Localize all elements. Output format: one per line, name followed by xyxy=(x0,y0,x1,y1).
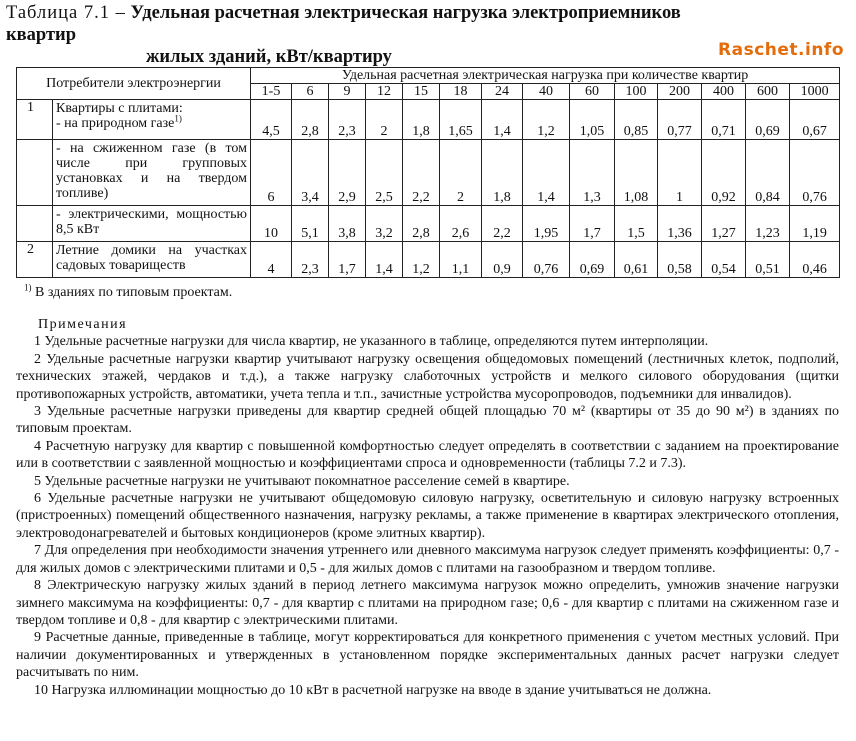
consumer-label xyxy=(53,242,251,278)
value-cell: 0,85 xyxy=(615,100,658,140)
consumer-label xyxy=(53,140,251,206)
value-cell: 3,2 xyxy=(366,206,403,242)
footnote-ref: 1) xyxy=(174,113,182,124)
value-cell: 1,1 xyxy=(440,242,482,278)
notes-heading: Примечания xyxy=(38,317,128,332)
value-cell: 0,69 xyxy=(570,242,615,278)
value-cell: 6 xyxy=(251,140,292,206)
consumer-label-text: - электрическими, мощностью 8,5 кВт xyxy=(56,207,247,237)
value-cell: 2,9 xyxy=(329,140,366,206)
count-header-cell: 40 xyxy=(523,84,570,100)
count-header-cell: 24 xyxy=(482,84,523,100)
title-line-2: жилых зданий, кВт/квартиру xyxy=(146,47,392,67)
load-header: Удельная расчетная электрическая нагрузка при количестве квартир xyxy=(251,68,840,84)
value-cell: 1,36 xyxy=(658,206,702,242)
value-cell: 1,4 xyxy=(482,100,523,140)
value-cell: 0,51 xyxy=(746,242,790,278)
note-item: 6 Удельные расчетные нагрузки не учитывают общедомовую силовую нагрузку, осветительную и силовую нагрузку встроенных (пристроенных) помещений общественного назначения, нагрузку рекламы, а также применение в квартирах электрического отопления, электроводонагревателей и бытовых кондиционеров (кроме элитных квартир). xyxy=(16,491,839,541)
table-row xyxy=(17,242,840,278)
value-cell: 1 xyxy=(658,140,702,206)
value-cell: 1,7 xyxy=(570,206,615,242)
value-cell: 1,4 xyxy=(523,140,570,206)
value-cell: 2,5 xyxy=(366,140,403,206)
value-cell: 2,2 xyxy=(403,140,440,206)
row-index xyxy=(17,206,53,242)
value-cell: 1,23 xyxy=(746,206,790,242)
consumer-label xyxy=(53,100,251,140)
count-header-cell: 100 xyxy=(615,84,658,100)
value-cell: 0,71 xyxy=(702,100,746,140)
value-cell: 0,46 xyxy=(790,242,840,278)
value-cell: 0,84 xyxy=(746,140,790,206)
consumer-label-text: Летние домики на участках садовых товариществ xyxy=(56,243,247,273)
value-cell: 1,08 xyxy=(615,140,658,206)
value-cell: 1,05 xyxy=(570,100,615,140)
title-line-1: Удельная расчетная электрическая нагрузка электроприемников квартир xyxy=(6,3,681,45)
note-item: 3 Удельные расчетные нагрузки приведены для квартир средней общей площадью 70 м² (квартиры от 35 до 90 м²) в зданиях по типовым проектам. xyxy=(16,404,839,437)
value-cell: 1,65 xyxy=(440,100,482,140)
value-cell: 1,2 xyxy=(403,242,440,278)
value-cell: 2,3 xyxy=(329,100,366,140)
value-cell: 3,8 xyxy=(329,206,366,242)
value-cell: 4 xyxy=(251,242,292,278)
value-cell: 1,27 xyxy=(702,206,746,242)
site-watermark: Raschet.info xyxy=(718,40,844,60)
table-footnote xyxy=(24,282,233,301)
value-cell: 1,4 xyxy=(366,242,403,278)
value-cell: 0,92 xyxy=(702,140,746,206)
value-cell: 2 xyxy=(440,140,482,206)
note-item: 10 Нагрузка иллюминации мощностью до 10 кВт в расчетной нагрузке на вводе в здание учитываться не должна. xyxy=(34,682,712,698)
count-header-cell: 1-5 xyxy=(251,84,292,100)
consumer-label-text: Квартиры с плитами: xyxy=(56,101,183,116)
count-header-cell: 6 xyxy=(292,84,329,100)
count-header-cell: 400 xyxy=(702,84,746,100)
value-cell: 3,4 xyxy=(292,140,329,206)
note-item: 1 Удельные расчетные нагрузки для числа квартир, не указанного в таблице, определяются путем интерполяции. xyxy=(34,334,709,350)
row-index xyxy=(17,140,53,206)
consumer-label xyxy=(53,206,251,242)
footnote-marker: 1) xyxy=(24,282,32,293)
row-index: 1 xyxy=(17,100,53,140)
value-cell: 1,19 xyxy=(790,206,840,242)
value-cell: 0,76 xyxy=(790,140,840,206)
count-header-cell: 1000 xyxy=(790,84,840,100)
count-header-cell: 600 xyxy=(746,84,790,100)
consumer-sublabel: - на природном газе xyxy=(56,116,175,131)
value-cell: 1,8 xyxy=(403,100,440,140)
table-row xyxy=(17,140,840,206)
count-header-cell: 12 xyxy=(366,84,403,100)
load-table xyxy=(16,67,840,278)
note-item: 8 Электрическую нагрузку жилых зданий в период летнего максимума нагрузок можно определить, умножив значение нагрузки зимнего максимума на коэффициенты: 0,7 - для квартир с плитами на природном газе; 0,6 - для квартир с плитами на сжиженном газе и твердом топливе и 0,8 - для квартир с электрическими плитами. xyxy=(16,578,839,628)
consumer-label-text: - на сжиженном газе (в том числе при групповых установках и на твердом топливе) xyxy=(56,141,247,201)
table-title xyxy=(6,2,706,68)
consumers-header: Потребители электроэнергии xyxy=(17,68,251,100)
row-index: 2 xyxy=(17,242,53,278)
value-cell: 0,69 xyxy=(746,100,790,140)
value-cell: 2,8 xyxy=(292,100,329,140)
value-cell: 1,2 xyxy=(523,100,570,140)
value-cell: 0,76 xyxy=(523,242,570,278)
count-header-cell: 18 xyxy=(440,84,482,100)
count-header-cell: 15 xyxy=(403,84,440,100)
count-header-cell: 60 xyxy=(570,84,615,100)
value-cell: 1,5 xyxy=(615,206,658,242)
note-item: 4 Расчетную нагрузку для квартир с повышенной комфортностью следует определять в соответствии с заданием на проектирование или в соответствии с заявленной мощностью и коэффициентами спроса и одновременности (таблицы 7.2 и 7.3). xyxy=(16,438,839,472)
table-number: Таблица 7.1 – xyxy=(6,3,126,23)
note-item: 5 Удельные расчетные нагрузки не учитывают покомнатное расселение семей в квартире. xyxy=(34,473,570,489)
value-cell: 1,8 xyxy=(482,140,523,206)
value-cell: 0,54 xyxy=(702,242,746,278)
value-cell: 2,6 xyxy=(440,206,482,242)
value-cell: 2,3 xyxy=(292,242,329,278)
notes-section xyxy=(16,316,839,699)
note-item: 7 Для определения при необходимости значения утреннего или дневного максимума нагрузок следует применять коэффициенты: 0,7 - для жилых домов с электрическими плитами и 0,5 - для жилых домов с плитами на газообразном и твердом топливе. xyxy=(16,543,839,576)
table-row xyxy=(17,100,840,140)
value-cell: 0,77 xyxy=(658,100,702,140)
value-cell: 2,8 xyxy=(403,206,440,242)
value-cell: 5,1 xyxy=(292,206,329,242)
note-item: 9 Расчетные данные, приведенные в таблице, могут корректироваться для конкретного применения с учетом местных условий. При наличии документированных и утвержденных в установленном порядке экспериментальных данных расчет нагрузки следует расчитывать по ним. xyxy=(16,630,839,681)
value-cell: 4,5 xyxy=(251,100,292,140)
footnote-text: В зданиях по типовым проектам. xyxy=(31,285,233,300)
value-cell: 0,67 xyxy=(790,100,840,140)
count-header-cell: 200 xyxy=(658,84,702,100)
table-row xyxy=(17,206,840,242)
value-cell: 0,58 xyxy=(658,242,702,278)
value-cell: 0,9 xyxy=(482,242,523,278)
value-cell: 2 xyxy=(366,100,403,140)
count-header-cell: 9 xyxy=(329,84,366,100)
value-cell: 10 xyxy=(251,206,292,242)
note-item: 2 Удельные расчетные нагрузки квартир учитывают нагрузку освещения общедомовых помещений (лестничных клеток, подполий, технических этажей, чердаков и т.д.), а также нагрузку слаботочных устройств и мелкого силового оборудования (щитки противопожарных устройств, автоматики, учета тепла и т.п., зачистные устройства мусоропроводов, подъемники для инвалидов). xyxy=(16,351,839,402)
value-cell: 2,2 xyxy=(482,206,523,242)
header-row-1 xyxy=(17,68,840,84)
value-cell: 1,95 xyxy=(523,206,570,242)
value-cell: 1,7 xyxy=(329,242,366,278)
value-cell: 0,61 xyxy=(615,242,658,278)
value-cell: 1,3 xyxy=(570,140,615,206)
